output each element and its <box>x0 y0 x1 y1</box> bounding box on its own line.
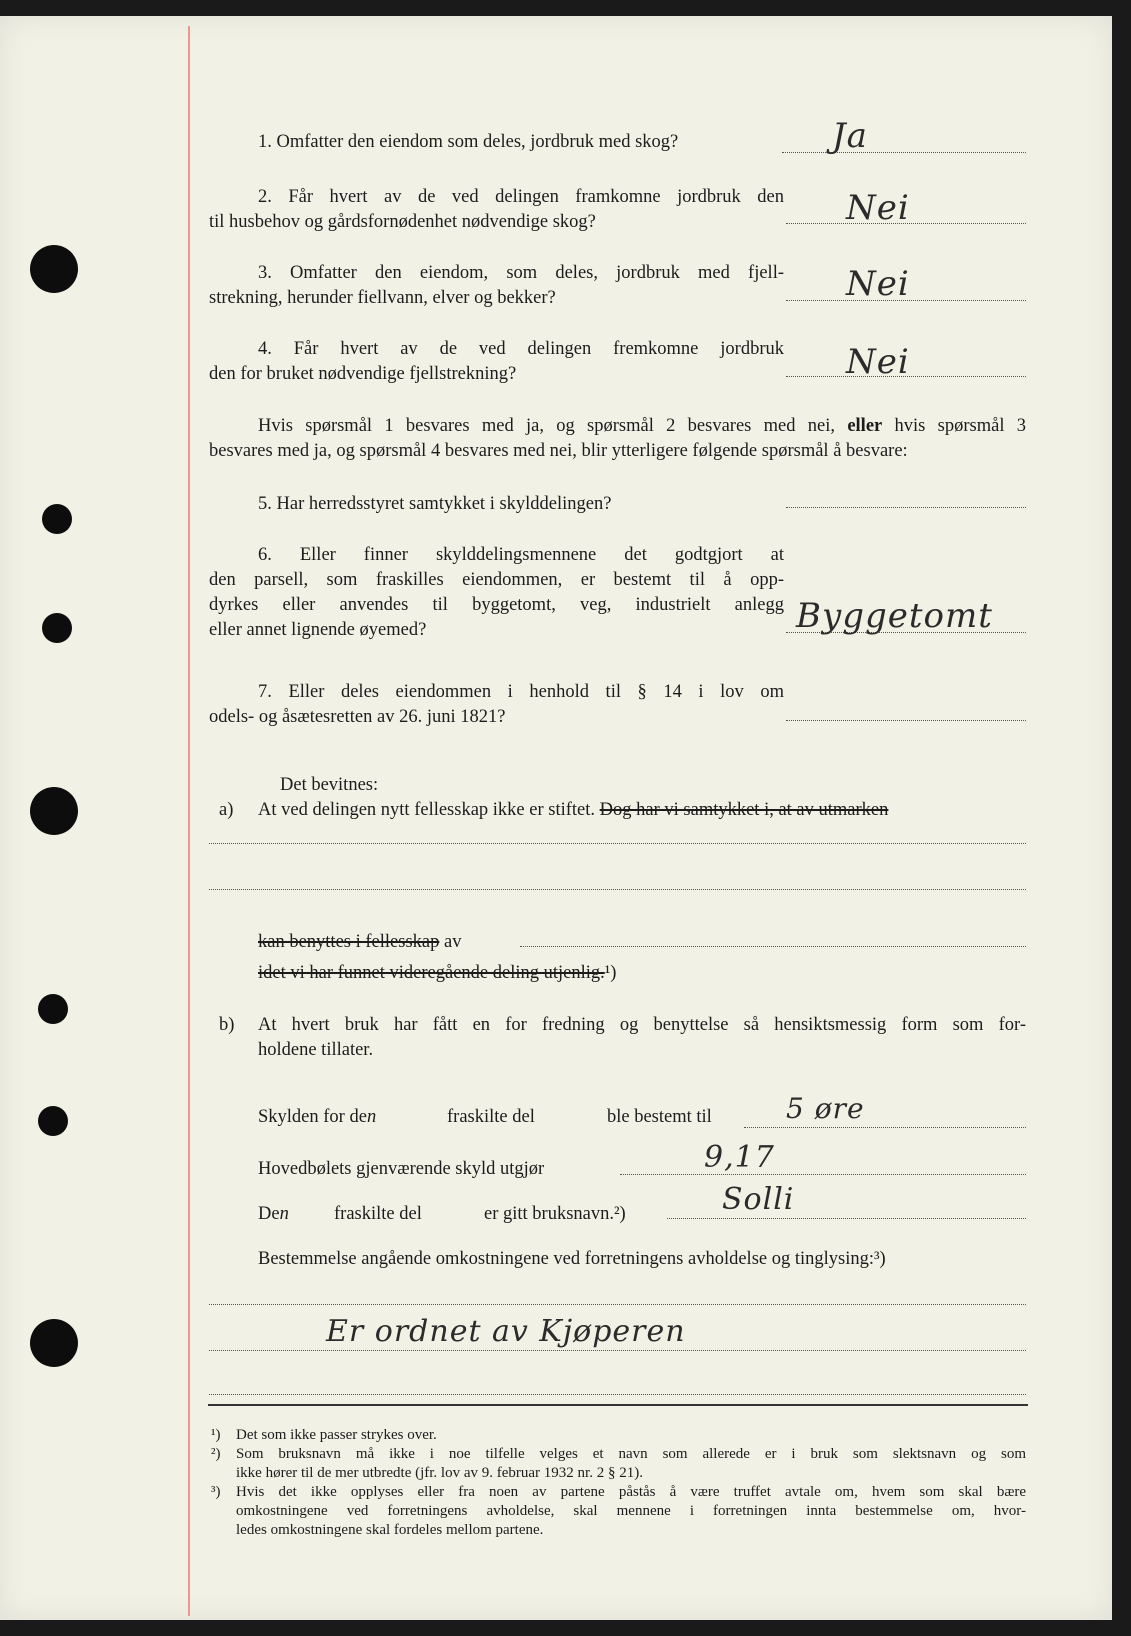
hoved-label: Hovedbølets gjenværende skyld utgjør <box>258 1159 545 1179</box>
attest-heading: Det bevitnes: <box>280 775 379 795</box>
hoved-answer-line <box>620 1174 1026 1175</box>
den-value: Solli <box>722 1182 795 1217</box>
skyld-label-c: ble bestemt til <box>607 1107 712 1127</box>
question-7-answer-line <box>786 720 1026 721</box>
condition-text-a: Hvis spørsmål 1 besvares med ja, og spørsmål 2 besvares med nei, <box>258 416 836 436</box>
attest-b-line-1: At hvert bruk har fått en for fredning og benyttelse så hensiktsmessig form som for- <box>258 1015 1026 1035</box>
question-2-line-2: til husbehov og gårdsfornødenhet nødvendige skog? <box>209 212 596 232</box>
cost-answer-line-1 <box>209 1304 1026 1305</box>
footnote-rule <box>208 1404 1028 1406</box>
den-label-a <box>258 1202 289 1226</box>
question-6-line-4: eller annet lignende øyemed? <box>209 620 427 640</box>
den-label-a-text: De <box>258 1204 280 1224</box>
footnote-1-text: Det som ikke passer strykes over. <box>236 1427 437 1443</box>
question-5-answer-line <box>786 507 1026 508</box>
margin-line <box>188 26 190 1616</box>
attest-struck-3-note: ¹) <box>604 963 617 983</box>
punch-hole-5 <box>38 994 68 1024</box>
attest-a-line <box>258 798 888 822</box>
question-1-answer-line <box>782 152 1026 153</box>
hoved-value: 9,17 <box>704 1140 775 1175</box>
punch-hole-3 <box>42 613 72 643</box>
attest-struck-3: idet vi har funnet videregående deling utjenlig. <box>258 963 605 983</box>
question-3-line-1: 3. Omfatter den eiendom, som deles, jordbruk med fjell- <box>258 263 784 283</box>
question-1-answer: Ja <box>832 116 868 156</box>
attest-blank-line-3 <box>520 946 1026 947</box>
skyld-answer-line <box>744 1127 1026 1128</box>
question-3-line-2: strekning, herunder fiellvann, elver og bekker? <box>209 288 556 308</box>
footnote-3-line-1: Hvis det ikke opplyses eller fra noen av partene påstås å være truffet avtale om, hvem som skal bære <box>236 1484 1026 1500</box>
den-answer-line <box>667 1218 1026 1219</box>
question-6-line-1: 6. Eller finner skylddelingsmennene det godtgjort at <box>258 545 784 565</box>
skyld-label-b: fraskilte del <box>447 1107 535 1127</box>
skyld-label-a-text: Skylden for de <box>258 1107 367 1127</box>
punch-hole-6 <box>38 1106 68 1136</box>
punch-hole-1 <box>30 245 78 293</box>
footnote-3-line-2: omkostningene ved forretningens avholdelse, skal mennene i forretningen innta bestemmelse om, hvor- <box>236 1503 1026 1519</box>
attest-a-struck: Dog har vi samtykket i, at av utmarken <box>599 800 889 820</box>
question-4-line-2: den for bruket nødvendige fjellstrekning? <box>209 364 517 384</box>
attest-blank-line-2 <box>209 889 1026 890</box>
skyld-value: 5 øre <box>786 1092 865 1125</box>
footnote-2-line-2: ikke hører til de mer utbredte (jfr. lov av 9. februar 1932 nr. 2 § 21). <box>236 1465 643 1481</box>
attest-a-text: At ved delingen nytt fellesskap ikke er stiftet. <box>258 800 596 820</box>
cost-label: Bestemmelse angående omkostningene ved forretningens avholdelse og tinglysing:³) <box>258 1249 886 1269</box>
question-6-line-2: den parsell, som fraskilles eiendommen, er bestemt til å opp- <box>209 570 784 590</box>
attest-a-label: a) <box>219 800 234 820</box>
punch-hole-7 <box>30 1319 78 1367</box>
attest-blank-line-1 <box>209 843 1026 844</box>
question-1-text: 1. Omfatter den eiendom som deles, jordbruk med skog? <box>258 132 679 152</box>
footnote-2-line-1: Som bruksnavn må ikke i noe tilfelle velges et navn som allerede er i bruk som slektsnavn og som <box>236 1446 1026 1462</box>
cost-answer-line-3 <box>209 1394 1026 1395</box>
condition-line-1 <box>258 414 1026 438</box>
question-6-line-3: dyrkes eller anvendes til byggetomt, veg, industrielt anlegg <box>209 595 784 615</box>
cost-answer-line-2 <box>209 1350 1026 1351</box>
attest-struck-2-tail: av <box>443 932 462 952</box>
attest-struck-line-3 <box>258 961 616 985</box>
den-label-b: fraskilte del <box>334 1204 422 1224</box>
question-6-answer: Byggetomt <box>796 596 993 636</box>
question-4-line-1: 4. Får hvert av de ved delingen fremkomne jordbruk <box>258 339 784 359</box>
document-page <box>0 16 1112 1620</box>
den-label-suffix: n <box>279 1204 289 1224</box>
cost-value: Er ordnet av Kjøperen <box>326 1314 686 1349</box>
question-5-text: 5. Har herredsstyret samtykket i skylddelingen? <box>258 494 612 514</box>
skyld-label-suffix: n <box>366 1107 377 1127</box>
question-7-line-2: odels- og åsætesretten av 26. juni 1821? <box>209 707 506 727</box>
attest-b-label: b) <box>219 1015 235 1035</box>
condition-line-2: besvares med ja, og spørsmål 4 besvares med nei, blir ytterligere følgende spørsmål å besvare: <box>209 441 908 461</box>
footnote-1-mark: ¹) <box>211 1427 221 1443</box>
footnote-2-mark: ²) <box>211 1446 221 1462</box>
condition-text-b: hvis spørsmål 3 <box>894 416 1027 436</box>
condition-bold: eller <box>847 416 883 436</box>
question-2-line-1: 2. Får hvert av de ved delingen framkomne jordbruk den <box>258 187 784 207</box>
attest-b-line-2: holdene tillater. <box>258 1040 374 1060</box>
footnote-3-mark: ³) <box>211 1484 221 1500</box>
punch-hole-2 <box>42 504 72 534</box>
attest-struck-line-2 <box>258 930 461 954</box>
question-4-answer: Nei <box>846 342 910 382</box>
question-3-answer: Nei <box>846 264 910 304</box>
question-2-answer: Nei <box>846 188 910 228</box>
punch-hole-4 <box>30 787 78 835</box>
den-label-c: er gitt bruksnavn.²) <box>484 1204 626 1224</box>
attest-struck-2: kan benyttes i fellesskap <box>258 932 440 952</box>
question-7-line-1: 7. Eller deles eiendommen i henhold til § 14 i lov om <box>258 682 784 702</box>
footnote-3-line-3: ledes omkostningene skal fordeles mellom partene. <box>236 1522 544 1538</box>
skyld-label-a <box>258 1105 376 1129</box>
